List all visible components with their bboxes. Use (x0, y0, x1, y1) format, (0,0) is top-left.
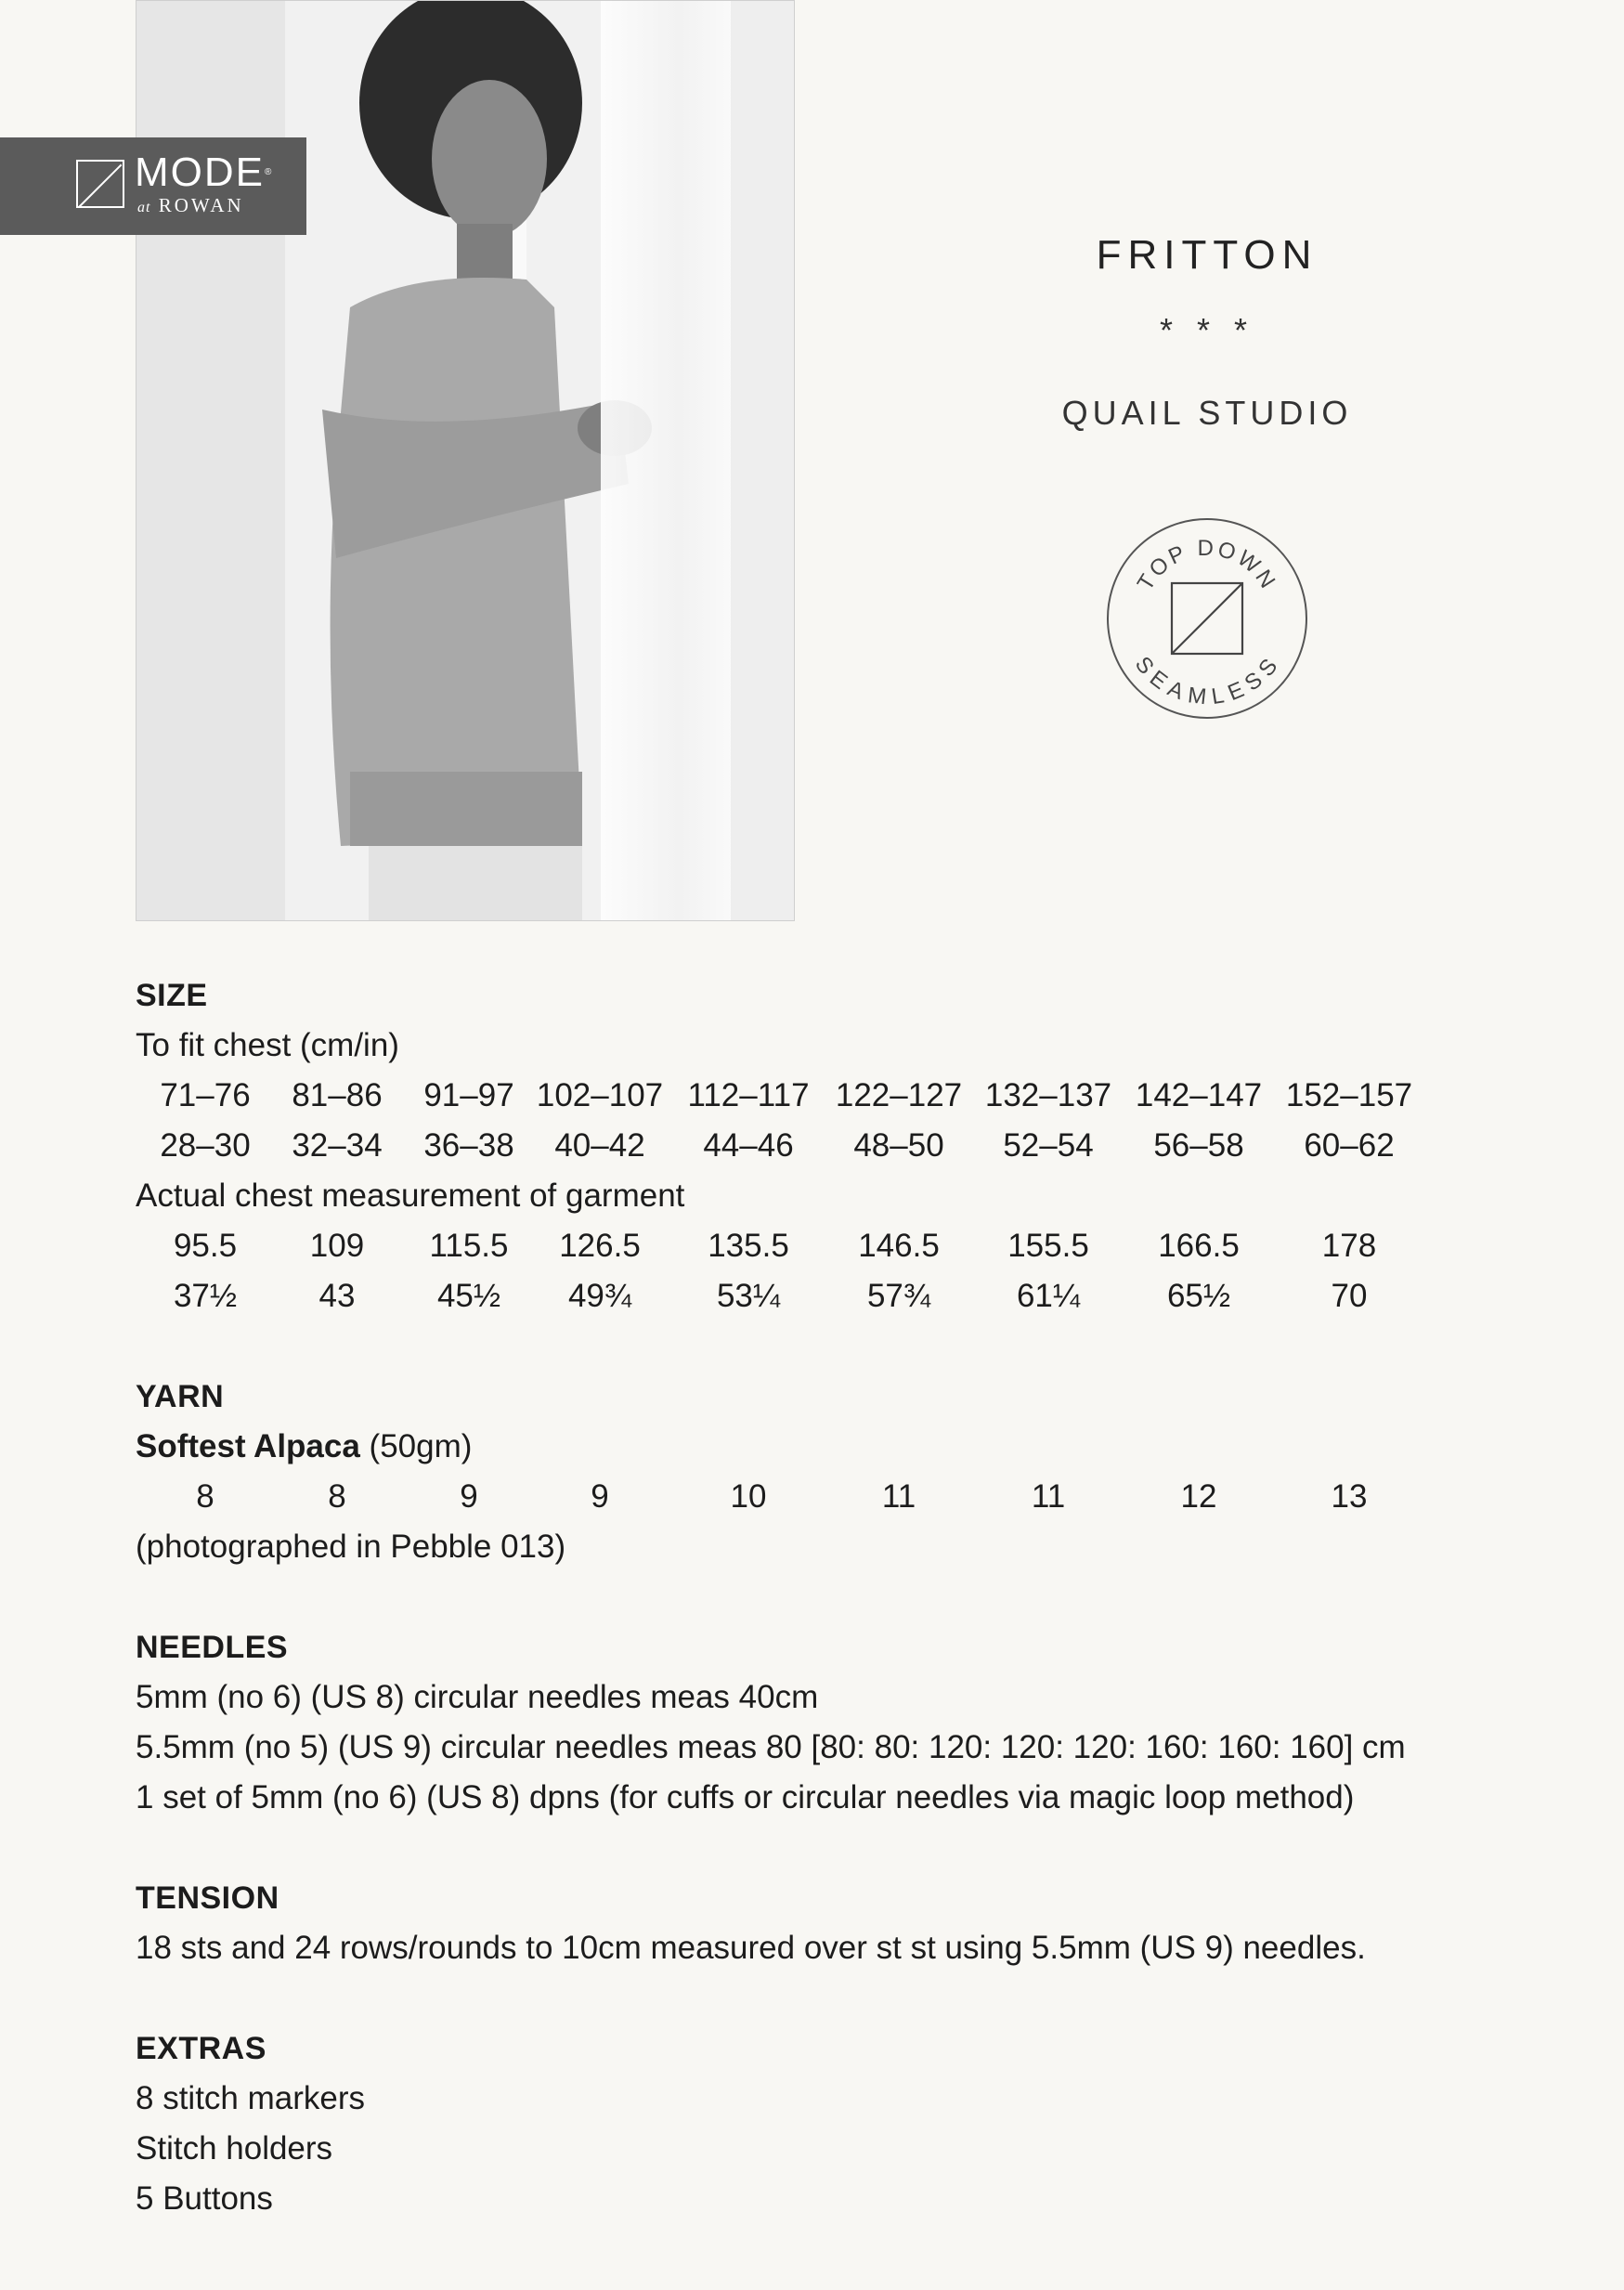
size-column-value: 9 (460, 1478, 478, 1515)
size-column-value: 122–127 (835, 1077, 963, 1113)
size-column-value: 91–97 (423, 1077, 514, 1113)
badge-top-text: TOP DOWN (1132, 535, 1282, 595)
size-column-value: 152–157 (1285, 1077, 1413, 1113)
size-heading: SIZE (136, 978, 208, 1013)
extras-heading: EXTRAS (136, 2031, 266, 2066)
tension-heading: TENSION (136, 1880, 279, 1916)
yarn-note: (photographed in Pebble 013) (136, 1529, 566, 1565)
size-column-value: 53¼ (716, 1278, 781, 1314)
needles-line: 5mm (no 6) (US 8) circular needles meas 40cm (136, 1679, 819, 1715)
size-column-value: 71–76 (160, 1077, 251, 1113)
size-column-value: 11 (881, 1478, 916, 1515)
actual-in-row (136, 1271, 1528, 1321)
badge-bottom-text: SEAMLESS (1129, 652, 1285, 710)
size-column-value: 37½ (173, 1278, 238, 1314)
top-down-seamless-badge (1105, 516, 1309, 721)
fit-cm-row (136, 1071, 1528, 1121)
size-column-value: 115.5 (429, 1228, 509, 1264)
size-column-value: 13 (1331, 1478, 1368, 1515)
svg-text:TOP DOWN (1133, 536, 1281, 595)
size-column-value: 36–38 (423, 1127, 514, 1164)
size-column-value: 12 (1180, 1478, 1217, 1515)
size-column-value: 45½ (436, 1278, 501, 1314)
fit-in-row (136, 1121, 1528, 1171)
size-column-value: 40–42 (554, 1127, 645, 1164)
size-column-value: 61¼ (1016, 1278, 1081, 1314)
yarn-weight: (50gm) (359, 1428, 473, 1464)
actual-cm-row (136, 1221, 1528, 1271)
size-column-value: 132–137 (984, 1077, 1112, 1113)
logo-square-icon (76, 160, 124, 208)
size-column-value: 11 (1031, 1478, 1066, 1515)
size-column-value: 57¾ (866, 1278, 931, 1314)
size-column-value: 60–62 (1304, 1127, 1395, 1164)
size-column-value: 126.5 (559, 1228, 641, 1264)
yarn-name: Softest Alpaca (136, 1428, 360, 1464)
needles-line: 1 set of 5mm (no 6) (US 8) dpns (for cuffs or circular needles via magic loop method) (136, 1779, 1355, 1815)
extras-item: 8 stitch markers (136, 2080, 365, 2116)
size-column-value: 8 (328, 1478, 346, 1515)
needles-heading: NEEDLES (136, 1630, 289, 1665)
size-column-value: 178 (1321, 1228, 1377, 1264)
size-column-value: 155.5 (1007, 1228, 1089, 1264)
yarn-balls-row (136, 1472, 1528, 1522)
actual-chest-label: Actual chest measurement of garment (136, 1178, 685, 1214)
size-column-value: 44–46 (703, 1127, 794, 1164)
mode-at-rowan-logo (0, 137, 306, 235)
difficulty-stars: * * * (1159, 311, 1255, 349)
size-column-value: 52–54 (1003, 1127, 1094, 1164)
size-column-value: 135.5 (708, 1228, 789, 1264)
extras-item: 5 Buttons (136, 2180, 273, 2217)
size-column-value: 70 (1331, 1278, 1368, 1314)
designer-name: QUAIL STUDIO (1061, 394, 1353, 432)
size-column-value: 102–107 (536, 1077, 664, 1113)
size-column-value: 146.5 (858, 1228, 940, 1264)
size-column-value: 81–86 (292, 1077, 383, 1113)
pattern-details (136, 970, 1528, 2224)
size-column-value: 65½ (1166, 1278, 1231, 1314)
logo-mode-text: MODE (135, 150, 265, 195)
logo-rowan-text: ROWAN (158, 194, 244, 216)
size-column-value: 112–117 (687, 1077, 810, 1113)
logo-trademark: ® (265, 167, 274, 177)
size-column-value: 142–147 (1135, 1077, 1263, 1113)
size-column-value: 9 (591, 1478, 609, 1515)
size-column-value: 8 (196, 1478, 214, 1515)
size-column-value: 49¾ (567, 1278, 632, 1314)
pattern-title: FRITTON (1096, 232, 1319, 278)
size-column-value: 109 (309, 1228, 365, 1264)
size-column-value: 32–34 (292, 1127, 383, 1164)
yarn-heading: YARN (136, 1379, 225, 1414)
size-column-value: 10 (730, 1478, 767, 1515)
size-column-value: 43 (318, 1278, 356, 1314)
size-column-value: 48–50 (853, 1127, 944, 1164)
size-column-value: 28–30 (160, 1127, 251, 1164)
size-column-value: 95.5 (173, 1228, 238, 1264)
size-column-value: 56–58 (1153, 1127, 1244, 1164)
fit-chest-label: To fit chest (cm/in) (136, 1027, 399, 1063)
tension-text: 18 sts and 24 rows/rounds to 10cm measured over st st using 5.5mm (US 9) needles. (136, 1930, 1366, 1966)
needles-line: 5.5mm (no 5) (US 9) circular needles meas 80 [80: 80: 120: 120: 120: 160: 160: 160] cm (136, 1729, 1406, 1765)
extras-item: Stitch holders (136, 2130, 333, 2166)
logo-at-text: at (137, 200, 151, 215)
size-column-value: 166.5 (1158, 1228, 1240, 1264)
